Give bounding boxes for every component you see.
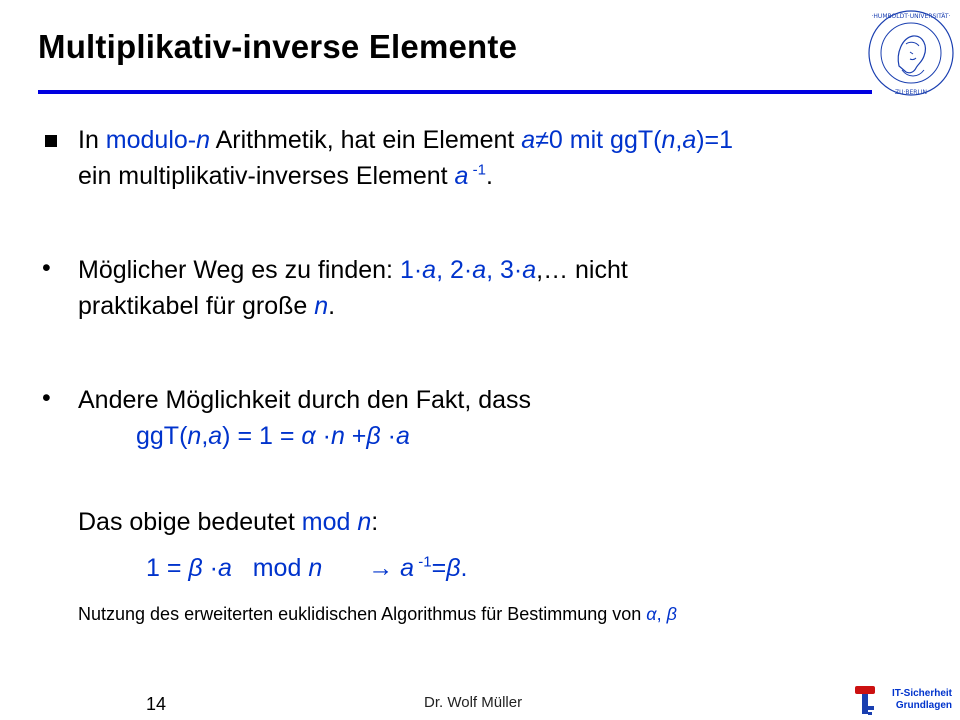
- bullet-square-icon: [45, 135, 57, 147]
- it-security-key-icon: [852, 684, 878, 718]
- page-number: 14: [146, 694, 167, 714]
- svg-text:·HUMBOLDT·UNIVERSITÄT·: ·HUMBOLDT·UNIVERSITÄT·: [871, 13, 951, 20]
- title-underline: [38, 90, 872, 94]
- bullet1-line1: In modulo-n Arithmetik, hat ein Element a≠0 mit ggT(n,a)=1: [78, 126, 734, 154]
- algorithm-note: Nutzung des erweiterten euklidischen Algorithmus für Bestimmung von α, β: [78, 604, 677, 624]
- bullet2-line2: praktikabel für große n.: [78, 292, 336, 320]
- bullet3-line1: Andere Möglichkeit durch den Fakt, dass: [78, 386, 532, 414]
- implication-formula: 1 = β ·a mod n → a $^{-1}$=β.: [146, 553, 468, 582]
- right-arrow-icon: →: [368, 554, 394, 582]
- bullet1-line2: ein multiplikativ-inverses Element a $^{-1}$.: [78, 161, 493, 190]
- bullet-dot-icon: •: [42, 254, 51, 282]
- bullet3-formula: ggT(n,a) = 1 = α ·n +β ·a: [136, 422, 410, 450]
- bullet-dot-icon: •: [42, 384, 51, 412]
- author-name: Dr. Wolf Müller: [424, 694, 523, 711]
- course-logo-text: IT-Sicherheit Grundlagen: [891, 688, 952, 711]
- university-seal-icon: [866, 8, 956, 98]
- svg-text:·ZU·BERLIN·: ·ZU·BERLIN·: [893, 89, 929, 96]
- bullet2-line1: Möglicher Weg es zu finden: 1·a, 2·a, 3·a,… nicht: [78, 256, 628, 284]
- implication-line1: Das obige bedeutet mod n:: [78, 508, 379, 536]
- slide-title: Multiplikativ-inverse Elemente: [38, 28, 518, 65]
